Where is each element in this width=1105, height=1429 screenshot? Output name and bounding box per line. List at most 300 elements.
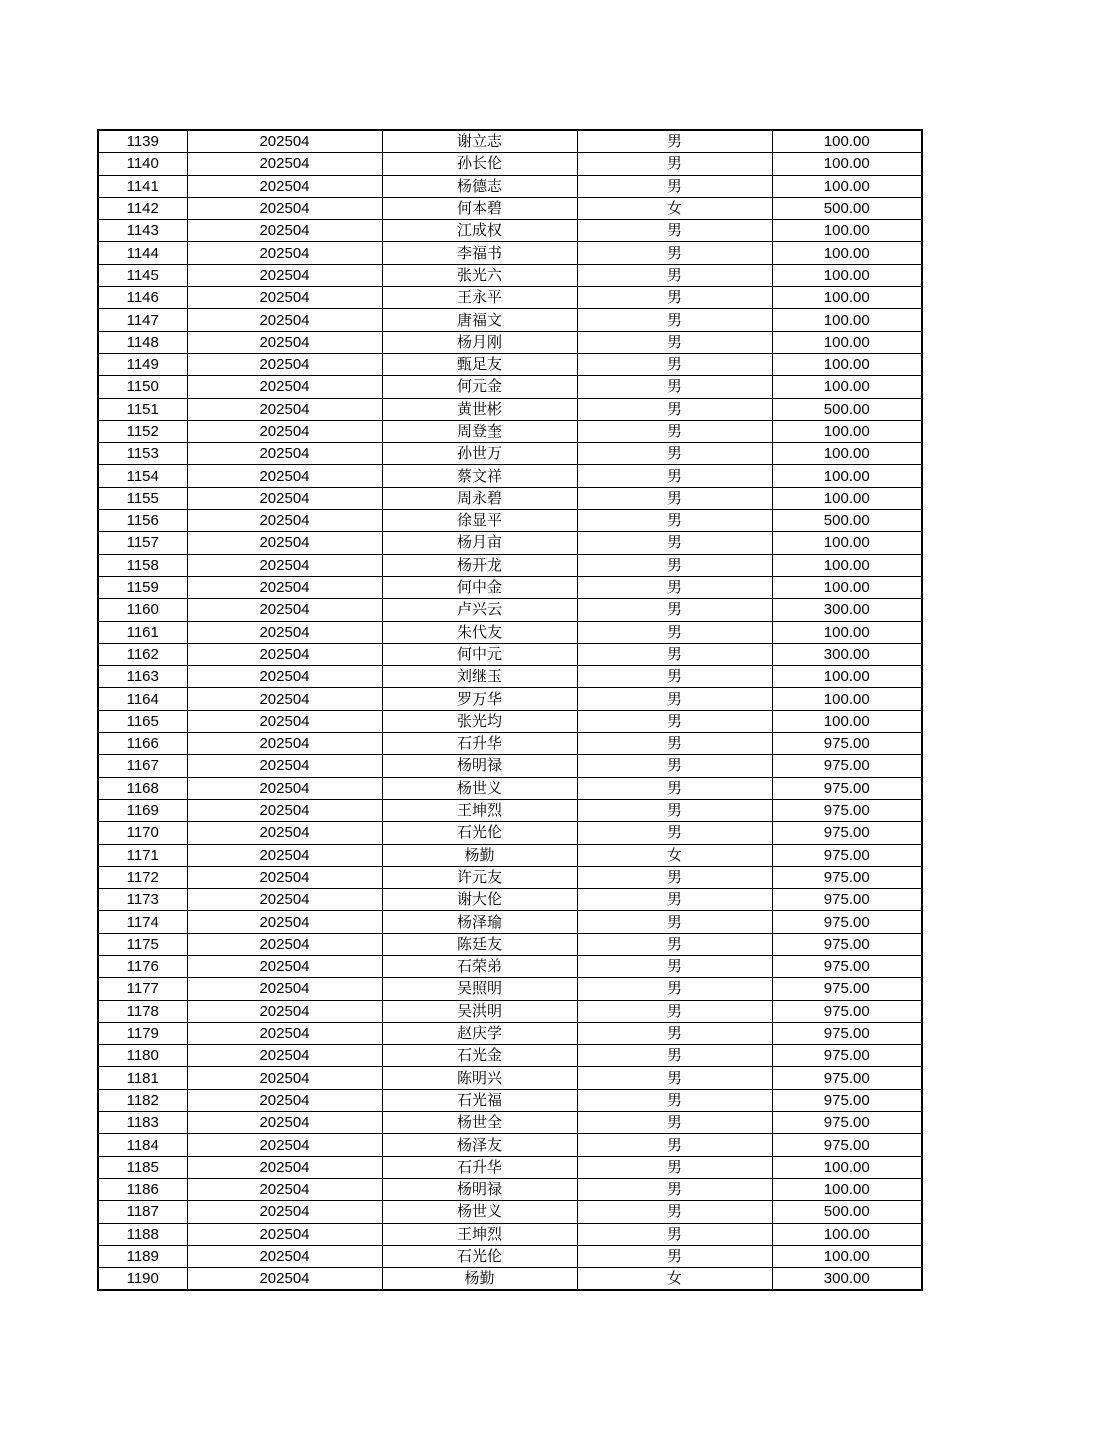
cell-amount: 100.00 [772,688,922,710]
cell-gender: 男 [577,978,772,1000]
cell-amount: 500.00 [772,197,922,219]
cell-gender: 男 [577,1067,772,1089]
cell-name: 罗万华 [382,688,577,710]
table-row [98,955,922,977]
table-row [98,599,922,621]
cell-name: 赵庆学 [382,1022,577,1044]
cell-amount: 100.00 [772,376,922,398]
cell-gender: 男 [577,287,772,309]
cell-amount: 100.00 [772,130,922,153]
cell-gender: 男 [577,376,772,398]
cell-amount: 975.00 [772,1134,922,1156]
cell-period: 202504 [187,130,382,153]
cell-name: 杨明禄 [382,1178,577,1200]
cell-amount: 975.00 [772,1089,922,1111]
cell-name: 杨勤 [382,1268,577,1291]
cell-name: 周登奎 [382,420,577,442]
cell-gender: 男 [577,1000,772,1022]
cell-amount: 975.00 [772,822,922,844]
cell-name: 吴洪明 [382,1000,577,1022]
cell-name: 杨泽瑜 [382,911,577,933]
cell-gender: 男 [577,1112,772,1134]
cell-gender: 女 [577,197,772,219]
cell-name: 甄足友 [382,353,577,375]
cell-name: 何中金 [382,576,577,598]
cell-gender: 男 [577,465,772,487]
table-row [98,889,922,911]
cell-period: 202504 [187,309,382,331]
cell-amount: 500.00 [772,398,922,420]
cell-serial-number: 1172 [98,866,187,888]
cell-amount: 100.00 [772,1178,922,1200]
cell-amount: 100.00 [772,487,922,509]
cell-serial-number: 1139 [98,130,187,153]
cell-period: 202504 [187,175,382,197]
cell-gender: 男 [577,420,772,442]
cell-period: 202504 [187,777,382,799]
cell-name: 王坤烈 [382,1223,577,1245]
cell-period: 202504 [187,443,382,465]
cell-name: 杨世义 [382,1201,577,1223]
table-row [98,1045,922,1067]
cell-gender: 男 [577,398,772,420]
cell-gender: 男 [577,1156,772,1178]
cell-period: 202504 [187,242,382,264]
cell-name: 杨开龙 [382,554,577,576]
cell-amount: 100.00 [772,220,922,242]
cell-serial-number: 1149 [98,353,187,375]
cell-name: 孙世万 [382,443,577,465]
cell-period: 202504 [187,866,382,888]
table-row [98,130,922,153]
cell-serial-number: 1175 [98,933,187,955]
cell-name: 石光伦 [382,1245,577,1267]
cell-gender: 男 [577,331,772,353]
cell-period: 202504 [187,1089,382,1111]
cell-period: 202504 [187,532,382,554]
cell-name: 王永平 [382,287,577,309]
table-row [98,1134,922,1156]
table-row [98,287,922,309]
cell-serial-number: 1156 [98,510,187,532]
cell-period: 202504 [187,688,382,710]
table-row [98,777,922,799]
cell-amount: 100.00 [772,576,922,598]
cell-amount: 300.00 [772,599,922,621]
cell-amount: 100.00 [772,287,922,309]
cell-amount: 500.00 [772,510,922,532]
cell-serial-number: 1166 [98,733,187,755]
cell-name: 吴照明 [382,978,577,1000]
table-row [98,443,922,465]
cell-serial-number: 1168 [98,777,187,799]
cell-gender: 男 [577,643,772,665]
table-row [98,353,922,375]
cell-name: 杨月亩 [382,532,577,554]
cell-name: 石光金 [382,1045,577,1067]
table-row [98,799,922,821]
cell-gender: 男 [577,1178,772,1200]
cell-serial-number: 1148 [98,331,187,353]
cell-amount: 100.00 [772,666,922,688]
cell-gender: 男 [577,799,772,821]
cell-period: 202504 [187,420,382,442]
cell-amount: 975.00 [772,755,922,777]
table-row [98,1089,922,1111]
cell-gender: 男 [577,153,772,175]
cell-period: 202504 [187,889,382,911]
table-row [98,175,922,197]
table-row [98,487,922,509]
table-row [98,1178,922,1200]
cell-period: 202504 [187,1112,382,1134]
cell-name: 何元金 [382,376,577,398]
cell-name: 蔡文祥 [382,465,577,487]
cell-gender: 男 [577,576,772,598]
cell-gender: 男 [577,755,772,777]
cell-gender: 男 [577,554,772,576]
table-row [98,755,922,777]
cell-serial-number: 1182 [98,1089,187,1111]
cell-amount: 975.00 [772,933,922,955]
cell-name: 唐福文 [382,309,577,331]
cell-name: 何中元 [382,643,577,665]
cell-amount: 100.00 [772,1156,922,1178]
cell-gender: 男 [577,487,772,509]
cell-amount: 100.00 [772,309,922,331]
table-row [98,866,922,888]
table-row [98,465,922,487]
cell-gender: 男 [577,532,772,554]
cell-serial-number: 1185 [98,1156,187,1178]
table-row [98,1022,922,1044]
cell-serial-number: 1190 [98,1268,187,1291]
cell-amount: 100.00 [772,1223,922,1245]
cell-amount: 975.00 [772,889,922,911]
cell-amount: 975.00 [772,777,922,799]
cell-name: 谢立志 [382,130,577,153]
table-row [98,710,922,732]
cell-amount: 100.00 [772,710,922,732]
cell-name: 张光均 [382,710,577,732]
cell-name: 刘继玉 [382,666,577,688]
table-row [98,242,922,264]
cell-serial-number: 1141 [98,175,187,197]
cell-name: 石荣弟 [382,955,577,977]
cell-serial-number: 1146 [98,287,187,309]
cell-serial-number: 1147 [98,309,187,331]
subsidy-table [97,129,923,1291]
cell-serial-number: 1151 [98,398,187,420]
table-row [98,1223,922,1245]
cell-serial-number: 1177 [98,978,187,1000]
cell-period: 202504 [187,1045,382,1067]
table-row [98,1000,922,1022]
table-row [98,220,922,242]
cell-serial-number: 1150 [98,376,187,398]
cell-serial-number: 1162 [98,643,187,665]
cell-serial-number: 1154 [98,465,187,487]
cell-name: 王坤烈 [382,799,577,821]
table-row [98,264,922,286]
cell-name: 谢大伦 [382,889,577,911]
cell-serial-number: 1145 [98,264,187,286]
cell-period: 202504 [187,621,382,643]
table-body [98,130,922,1290]
cell-gender: 男 [577,621,772,643]
cell-gender: 男 [577,889,772,911]
cell-period: 202504 [187,799,382,821]
table-row [98,978,922,1000]
cell-name: 杨德志 [382,175,577,197]
cell-amount: 100.00 [772,175,922,197]
cell-period: 202504 [187,822,382,844]
cell-amount: 100.00 [772,532,922,554]
cell-serial-number: 1157 [98,532,187,554]
cell-period: 202504 [187,197,382,219]
cell-gender: 男 [577,710,772,732]
cell-serial-number: 1164 [98,688,187,710]
table-row [98,376,922,398]
cell-period: 202504 [187,287,382,309]
cell-serial-number: 1161 [98,621,187,643]
table-row [98,933,922,955]
table-row [98,621,922,643]
table-row [98,398,922,420]
cell-period: 202504 [187,1178,382,1200]
cell-amount: 975.00 [772,1022,922,1044]
cell-serial-number: 1142 [98,197,187,219]
cell-serial-number: 1179 [98,1022,187,1044]
cell-period: 202504 [187,1223,382,1245]
cell-amount: 100.00 [772,420,922,442]
cell-period: 202504 [187,1022,382,1044]
cell-serial-number: 1160 [98,599,187,621]
cell-amount: 100.00 [772,242,922,264]
cell-gender: 男 [577,220,772,242]
table-row [98,331,922,353]
cell-name: 石升华 [382,1156,577,1178]
cell-period: 202504 [187,465,382,487]
cell-period: 202504 [187,353,382,375]
cell-serial-number: 1173 [98,889,187,911]
cell-period: 202504 [187,153,382,175]
cell-gender: 男 [577,777,772,799]
cell-serial-number: 1181 [98,1067,187,1089]
cell-serial-number: 1159 [98,576,187,598]
cell-gender: 男 [577,1223,772,1245]
cell-amount: 975.00 [772,1112,922,1134]
cell-gender: 男 [577,1134,772,1156]
table-row [98,688,922,710]
table-row [98,510,922,532]
cell-gender: 男 [577,309,772,331]
cell-gender: 女 [577,1268,772,1291]
cell-gender: 男 [577,1045,772,1067]
cell-period: 202504 [187,978,382,1000]
cell-amount: 975.00 [772,978,922,1000]
table-row [98,1112,922,1134]
cell-gender: 男 [577,688,772,710]
table-row [98,197,922,219]
table-row [98,911,922,933]
cell-period: 202504 [187,1134,382,1156]
cell-serial-number: 1183 [98,1112,187,1134]
cell-gender: 男 [577,933,772,955]
cell-period: 202504 [187,911,382,933]
cell-period: 202504 [187,487,382,509]
table-row [98,309,922,331]
table-row [98,844,922,866]
cell-name: 朱代友 [382,621,577,643]
cell-period: 202504 [187,643,382,665]
table-row [98,643,922,665]
cell-serial-number: 1170 [98,822,187,844]
cell-serial-number: 1140 [98,153,187,175]
cell-name: 陈廷友 [382,933,577,955]
table-row [98,822,922,844]
cell-amount: 100.00 [772,331,922,353]
cell-name: 石升华 [382,733,577,755]
cell-serial-number: 1167 [98,755,187,777]
cell-serial-number: 1184 [98,1134,187,1156]
cell-amount: 975.00 [772,1000,922,1022]
table-row [98,420,922,442]
cell-amount: 975.00 [772,733,922,755]
cell-period: 202504 [187,844,382,866]
cell-serial-number: 1174 [98,911,187,933]
cell-gender: 男 [577,911,772,933]
table-row [98,733,922,755]
cell-gender: 男 [577,242,772,264]
cell-period: 202504 [187,1201,382,1223]
cell-period: 202504 [187,599,382,621]
cell-period: 202504 [187,576,382,598]
cell-serial-number: 1176 [98,955,187,977]
cell-period: 202504 [187,755,382,777]
cell-period: 202504 [187,955,382,977]
cell-period: 202504 [187,1067,382,1089]
cell-gender: 男 [577,1245,772,1267]
cell-amount: 300.00 [772,1268,922,1291]
cell-gender: 男 [577,1089,772,1111]
cell-period: 202504 [187,710,382,732]
cell-period: 202504 [187,733,382,755]
cell-serial-number: 1158 [98,554,187,576]
cell-name: 石光福 [382,1089,577,1111]
cell-name: 江成权 [382,220,577,242]
cell-amount: 300.00 [772,643,922,665]
cell-amount: 975.00 [772,1067,922,1089]
cell-amount: 975.00 [772,844,922,866]
cell-period: 202504 [187,220,382,242]
cell-name: 石光伦 [382,822,577,844]
cell-amount: 100.00 [772,465,922,487]
cell-amount: 100.00 [772,554,922,576]
cell-amount: 500.00 [772,1201,922,1223]
cell-name: 卢兴云 [382,599,577,621]
table-row [98,576,922,598]
cell-name: 杨世全 [382,1112,577,1134]
cell-gender: 男 [577,733,772,755]
cell-name: 孙长伦 [382,153,577,175]
cell-period: 202504 [187,331,382,353]
cell-serial-number: 1187 [98,1201,187,1223]
cell-serial-number: 1153 [98,443,187,465]
table-row [98,1201,922,1223]
cell-period: 202504 [187,666,382,688]
cell-name: 杨月刚 [382,331,577,353]
cell-amount: 100.00 [772,353,922,375]
table-row [98,1067,922,1089]
cell-period: 202504 [187,398,382,420]
cell-name: 张光六 [382,264,577,286]
table-row [98,532,922,554]
cell-name: 周永碧 [382,487,577,509]
cell-serial-number: 1186 [98,1178,187,1200]
cell-gender: 男 [577,264,772,286]
cell-amount: 975.00 [772,1045,922,1067]
table-row [98,554,922,576]
cell-name: 杨世义 [382,777,577,799]
cell-gender: 女 [577,844,772,866]
cell-gender: 男 [577,175,772,197]
cell-period: 202504 [187,264,382,286]
cell-amount: 100.00 [772,264,922,286]
cell-serial-number: 1188 [98,1223,187,1245]
cell-gender: 男 [577,130,772,153]
cell-gender: 男 [577,666,772,688]
cell-amount: 100.00 [772,1245,922,1267]
cell-period: 202504 [187,510,382,532]
cell-serial-number: 1143 [98,220,187,242]
cell-gender: 男 [577,1022,772,1044]
cell-serial-number: 1155 [98,487,187,509]
cell-period: 202504 [187,933,382,955]
cell-name: 许元友 [382,866,577,888]
cell-name: 李福书 [382,242,577,264]
cell-serial-number: 1171 [98,844,187,866]
cell-period: 202504 [187,1000,382,1022]
cell-gender: 男 [577,353,772,375]
cell-name: 杨勤 [382,844,577,866]
cell-period: 202504 [187,1156,382,1178]
cell-gender: 男 [577,955,772,977]
cell-gender: 男 [577,866,772,888]
cell-serial-number: 1178 [98,1000,187,1022]
cell-amount: 100.00 [772,153,922,175]
cell-gender: 男 [577,1201,772,1223]
cell-serial-number: 1163 [98,666,187,688]
cell-serial-number: 1152 [98,420,187,442]
cell-gender: 男 [577,443,772,465]
table-row [98,1268,922,1291]
cell-amount: 975.00 [772,866,922,888]
table-row [98,1245,922,1267]
cell-period: 202504 [187,1245,382,1267]
cell-period: 202504 [187,1268,382,1291]
cell-serial-number: 1169 [98,799,187,821]
cell-name: 徐显平 [382,510,577,532]
cell-amount: 975.00 [772,911,922,933]
table-row [98,666,922,688]
cell-gender: 男 [577,822,772,844]
cell-amount: 975.00 [772,799,922,821]
cell-name: 陈明兴 [382,1067,577,1089]
cell-amount: 100.00 [772,443,922,465]
cell-period: 202504 [187,376,382,398]
cell-period: 202504 [187,554,382,576]
